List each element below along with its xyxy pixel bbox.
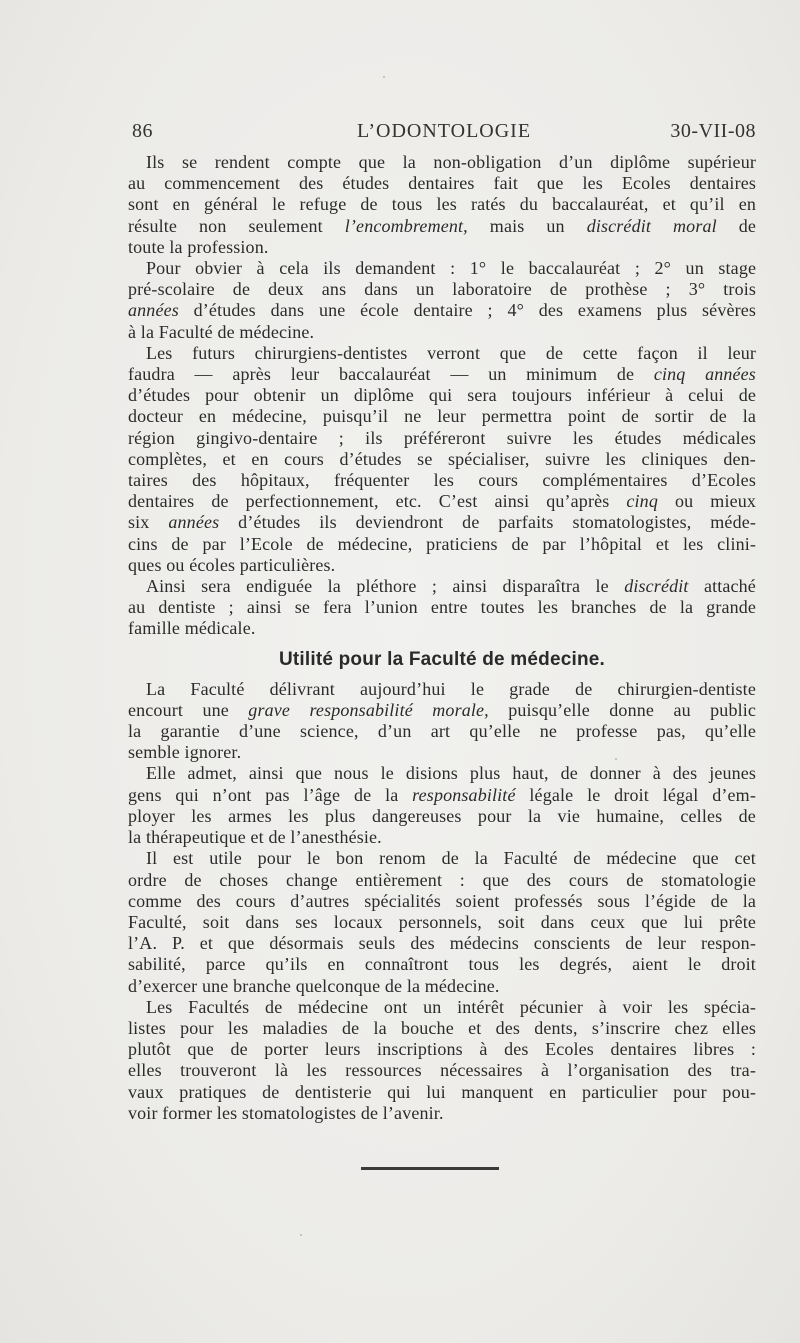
text-line: Pour obvier à cela ils demandent : 1° le baccalauréat ; 2° un stage xyxy=(146,258,757,279)
text-line: elles trouveront là les ressources nécessaires à l’organisation des tra- xyxy=(128,1060,756,1081)
text-line: vaux pratiques de dentisterie qui lui manquent en particulier pour pou- xyxy=(128,1081,757,1102)
article-text xyxy=(128,152,756,1124)
text-line: Il est utile pour le bon renom de la Faculté de médecine que cet xyxy=(146,848,756,869)
text-line: famille médicale. xyxy=(128,618,256,639)
text-line: Ainsi sera endiguée la pléthore ; ainsi disparaîtra le discrédit attaché xyxy=(146,576,756,597)
text-line: semble ignorer. xyxy=(128,742,242,763)
text-line: Les Facultés de médecine ont un intérêt pécunier à voir les spécia- xyxy=(146,996,757,1017)
text-line: résulte non seulement l’encombrement, mais un discrédit moral de xyxy=(128,215,757,236)
text-line: plutôt que de porter leurs inscriptions à des Ecoles dentaires libres : xyxy=(128,1039,756,1060)
text-line: comme des cours d’autres spécialités soient professés sous l’égide de la xyxy=(128,890,757,911)
text-line: à la Faculté de médecine. xyxy=(128,321,315,342)
page-number: 86 xyxy=(132,120,153,142)
text-line: docteur en médecine, puisqu’il ne leur permettra point de sortir de la xyxy=(128,406,757,427)
text-line: au commencement des études dentaires fait que les Ecoles dentaires xyxy=(128,173,757,194)
body-paragraphs xyxy=(128,152,756,640)
paragraph xyxy=(128,576,756,640)
text-line: complètes, et en cours d’études se spécialiser, suivre les cliniques den- xyxy=(128,448,756,469)
text-line: Ils se rendent compte que la non-obligation d’un diplôme supérieur xyxy=(146,152,756,172)
text-line: cins de par l’Ecole de médecine, praticiens de par l’hôpital et les clini- xyxy=(128,533,757,554)
text-line: l’A. P. et que désormais seuls des médecins conscients de leur respon- xyxy=(128,933,756,954)
text-line: Les futurs chirurgiens-dentistes verront que de cette façon il leur xyxy=(146,342,757,363)
text-line: ployer les armes les plus dangereuses pour la vie humaine, celles de xyxy=(128,805,756,826)
section-paragraphs xyxy=(128,679,756,1124)
text-line: dentaires de perfectionnement, etc. C’est ainsi qu’après cinq ou mieux xyxy=(128,491,757,512)
paper-speck xyxy=(300,1234,302,1236)
text-line: Faculté, soit dans ses locaux personnels, soit dans ceux que lui prête xyxy=(128,911,757,932)
text-line: région gingivo-dentaire ; ils préféreront suivre les études médicales xyxy=(128,427,757,448)
paragraph xyxy=(128,848,756,996)
text-line: sabilité, parce qu’ils en connaîtront tous les degrés, aient le droit xyxy=(128,954,756,975)
end-rule xyxy=(361,1167,499,1170)
text-line: taires des hôpitaux, fréquenter les cours complémentaires d’Ecoles xyxy=(128,470,756,491)
text-line: la thérapeutique et de l’anesthésie. xyxy=(128,827,382,848)
text-line: toute la profession. xyxy=(128,236,269,257)
text-line: La Faculté délivrant aujourd’hui le grade de chirurgien-dentiste xyxy=(146,678,756,699)
text-line: encourt une grave responsabilité morale, puisqu’elle donne au public xyxy=(128,699,757,720)
text-line: années d’études dans une école dentaire ; 4° des examens plus sévères xyxy=(128,300,757,321)
text-line: au dentiste ; ainsi se fera l’union entre toutes les branches de la grande xyxy=(128,597,757,618)
text-line: listes pour les maladies de la bouche et des dents, s’inscrire chez elles xyxy=(128,1017,757,1038)
paragraph xyxy=(128,763,756,848)
issue-date: 30-VII-08 xyxy=(670,120,756,142)
text-line: faudra — après leur baccalauréat — un minimum de cinq années xyxy=(128,364,756,385)
paragraph xyxy=(128,258,756,343)
paper-speck xyxy=(383,76,385,78)
paper-speck xyxy=(615,758,617,760)
journal-title: L’ODONTOLOGIE xyxy=(356,120,532,142)
text-line: ordre de choses change entièrement : que des cours de stomatologie xyxy=(128,869,757,890)
text-line: Elle admet, ainsi que nous le disions plus haut, de donner à des jeunes xyxy=(146,763,757,784)
paragraph xyxy=(128,679,756,764)
paragraph xyxy=(128,152,756,258)
paragraph xyxy=(128,997,756,1124)
text-line: pré-scolaire de deux ans dans un laboratoire de prothèse ; 3° trois xyxy=(128,279,757,300)
text-line: la garantie d’une science, d’un art qu’elle ne professe pas, qu’elle xyxy=(128,721,757,742)
running-head xyxy=(132,120,756,146)
section-heading: Utilité pour la Faculté de médecine. xyxy=(278,648,606,670)
text-line: ques ou écoles particulières. xyxy=(128,554,336,575)
text-line: gens qui n’ont pas l’âge de la responsabilité légale le droit légal d’em- xyxy=(128,784,756,805)
paragraph xyxy=(128,343,756,576)
text-line: sont en général le refuge de tous les ratés du baccalauréat, et qu’il en xyxy=(128,194,757,215)
text-line: six années d’études ils deviendront de parfaits stomatologistes, méde- xyxy=(128,512,757,533)
text-line: d’exercer une branche quelconque de la médecine. xyxy=(128,975,500,996)
text-line: d’études pour obtenir un diplôme qui sera toujours inférieur à celui de xyxy=(128,385,757,406)
text-line: voir former les stomatologistes de l’avenir. xyxy=(128,1102,444,1123)
